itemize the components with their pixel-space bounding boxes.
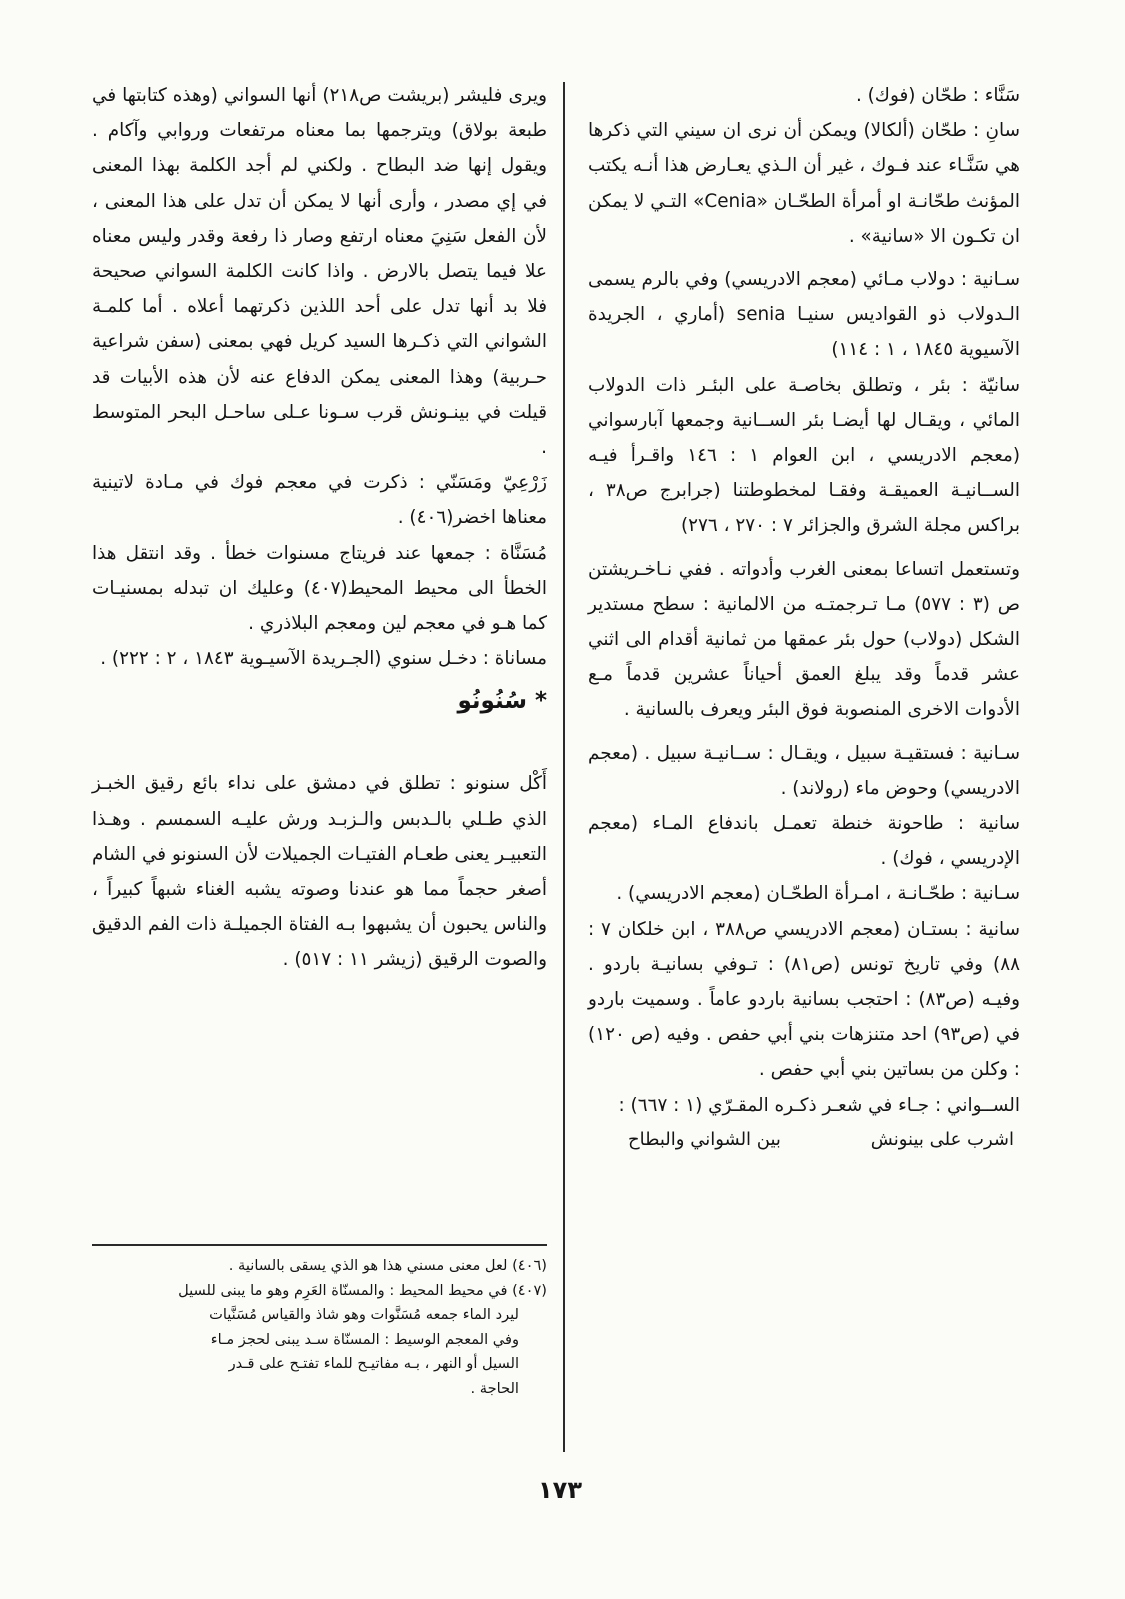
section-heading: * سُنُونُو — [457, 688, 547, 715]
entry-fleischer: ويرى فليشر (بريشت ص٢١٨) أنها السواني (وهذه كتابتها في طبعة بولاق) ويترجمها بما معناه مرتفعات وروابي وآكام . ويقول إنها ضد البطاح . ولكني لم أجد الكلمة بهذا المعنى في إي مصدر ، وأرى أنها لا يمكن أن تدل على هذا المعنى ، لأن الفعل سَنِيَ معناه ارتفع وصار ذا رفعة وقدر وليس معناه علا فيما يتصل بالارض . واذا كانت الكلمة السواني صحيحة فلا بد أنها تدل على أحد اللذين ذكرتهما أعلاه . أما كلمـة الشواني التي ذكـرها السيد كريل فهي بمعنى (سفن شراعية حـربية) وهذا المعنى يمكن الدفاع عنه لأن هذه الأبيات قد قيلت في بينـونش قرب سـونا عـلى ساحـل البحر المتوسط . — [92, 85, 547, 459]
entry-zarii-masanni: زَرْعِيّ ومَسَنّي : ذكرت في معجم فوك في مـادة لاتينية معناها اخضر(٤٠٦) . — [92, 472, 547, 529]
verse-first-hemistich: اشرب على بينونش — [870, 1128, 1014, 1150]
entry-saniya-dulab: سـانية : دولاب مـائي (معجم الادريسي) وفي بالرم يسمى الـدولاب ذو القواديس سنيـا senia (أماري ، الجريدة الآسيوية ١٨٤٥ ، ١ : ١١٤) — [588, 269, 1020, 361]
entry-saniya-tahuna: سانية : طاحونة خنطة تعمـل باندفاع المـاء (معجم الإدريسي ، فوك) . — [588, 813, 1020, 870]
footnote-407-line-4: السيل أو النهر ، بـه مفاتيـح للماء تفتـح على قـدر — [228, 1355, 519, 1373]
entry-saniya-sabil: سـانية : فستقيـة سبيل ، ويقـال : ســانيـة سبيل . (معجم الادريسي) وحوض ماء (رولاند) . — [588, 742, 1020, 799]
entry-saniya-gharb: وتستعمل اتساعا بمعنى الغرب وأدواته . ففي نـاخـريشتن ص (٣ : ٥٧٧) مـا تـرجمتـه من الالمانية : سطح مستدير الشكل (دولاب) حول بئر عمقها من ثمانية أقدام الى اثني عشر قدماً وقد يبلغ العمق أحياناً عشرين قدماً مـع الأدوات الاخرى المنصوبة فوق البئر ويعرف بالسانية . — [588, 558, 1021, 721]
footnote-divider — [92, 1244, 547, 1246]
right-column — [588, 78, 1020, 1157]
page-number: ١٧٣ — [538, 1476, 582, 1504]
entry-sannaa: سَنَّاء : طحّان (فوك) . — [855, 85, 1020, 106]
left-column — [92, 78, 547, 978]
entry-sawani: الســواني : جـاء في شعـر ذكـره المقـرّي (١ : ٦٦٧) : — [618, 1094, 1020, 1116]
footnote-406: (٤٠٦) لعل معنى مسني هذا هو الذي يسقى بالسانية . — [228, 1257, 547, 1274]
entry-musanaa: مساناة : دخـل سنوي (الجـريدة الآسيـوية ١٨٤٣ ، ٢ : ٢٢٢) . — [100, 648, 547, 670]
poetry-verse — [588, 1123, 1020, 1157]
entry-saniya-bustan: سانية : بستـان (معجم الادريسي ص٣٨٨ ، ابن خلكان ٧ : ٨٨) وفي تاريخ تونس (ص٨١) : تـوفي بسانيـة باردو . وفيـه (ص٨٣) : احتجب بسانية باردو عاماً . وسميت باردو في (ص٩٣) احد متنزهات بني أبي حفص . وفيه (ص ١٢٠) : وكلن من بساتين بني أبي حفص . — [588, 918, 1021, 1081]
column-divider — [563, 82, 565, 1452]
footnote-407-line-3: وفي المعجم الوسيط : المسنّاة سـد يبنى لحجز مـاء — [210, 1330, 519, 1348]
entry-musannaa: مُسَنَّاة : جمعها عند فريتاج مسنوات خطأ . وقد انتقل هذا الخطأ الى محيط المحيط(٤٠٧) وعليك ان تبدله بمسنيـات كما هـو في معجم لين ومعجم البلاذري . — [92, 542, 547, 635]
footnote-407: (٤٠٧) في محيط المحيط : والمسنّاة العَرِم وهو ما يبنى للسيل — [178, 1281, 547, 1299]
footnotes — [92, 1254, 547, 1402]
footnote-407-line-5: الحاجة . — [470, 1379, 519, 1397]
verse-second-hemistich: بين الشواني والبطاح — [628, 1128, 781, 1150]
entry-saan: سانِ : طحّان (ألكالا) ويمكن أن نرى ان سيني التي ذكرها هي سَنَّـاء عند فـوك ، غير أن الـذي يعـارض هذا أنـه يكتب المؤنث طحّانـة او أمرأة الطحّـان «Cenia» التـي لا يمكن ان تكـون الا «سانية» . — [588, 120, 1020, 247]
entry-saniya-tahhana: سـانية : طحّـانـة ، امـرأة الطحّـان (معجم الادريسي) . — [616, 883, 1020, 905]
entry-akl-sununu: أَكْل سنونو : تطلق في دمشق على نداء بائع رقيق الخبـز الذي طـلي بالـدبس والـزبـد ورش عليـه السمسم . وهـذا التعبيـر يعنى طعـام الفتيـات الجميلات لأن السنونو في الشام أصغر حجماً مما هو عندنا وصوته يشبه الغناء شبهاً كبيراً ، والناس يحبون أن يشبهوا بـه الفتاة الجميلـة ذات الفم الدقيق والصوت الرقيق (زيشر ١١ : ٥١٧) . — [92, 773, 547, 971]
entry-saniya-bir: سانيّة : بئر ، وتطلق بخاصـة على البئـر ذات الدولاب المائي ، ويقـال لها أيضـا بئر الســانية وجمعها آبارسواني (معجم الادريسي ، ابن العوام ١ : ١٤٦ واقـرأ فيـه الســانيـة العميقـة وفقـا لمخطوطتنا (جرابرج ص٣٨ ، براكس مجلة الشرق والجزائر ٧ : ٢٧٠ ، ٢٧٦) — [588, 374, 1020, 537]
footnote-407-line-2: ليرد الماء جمعه مُسَنَّوات وهو شاذ والقياس مُسَنَّيات — [209, 1306, 519, 1324]
